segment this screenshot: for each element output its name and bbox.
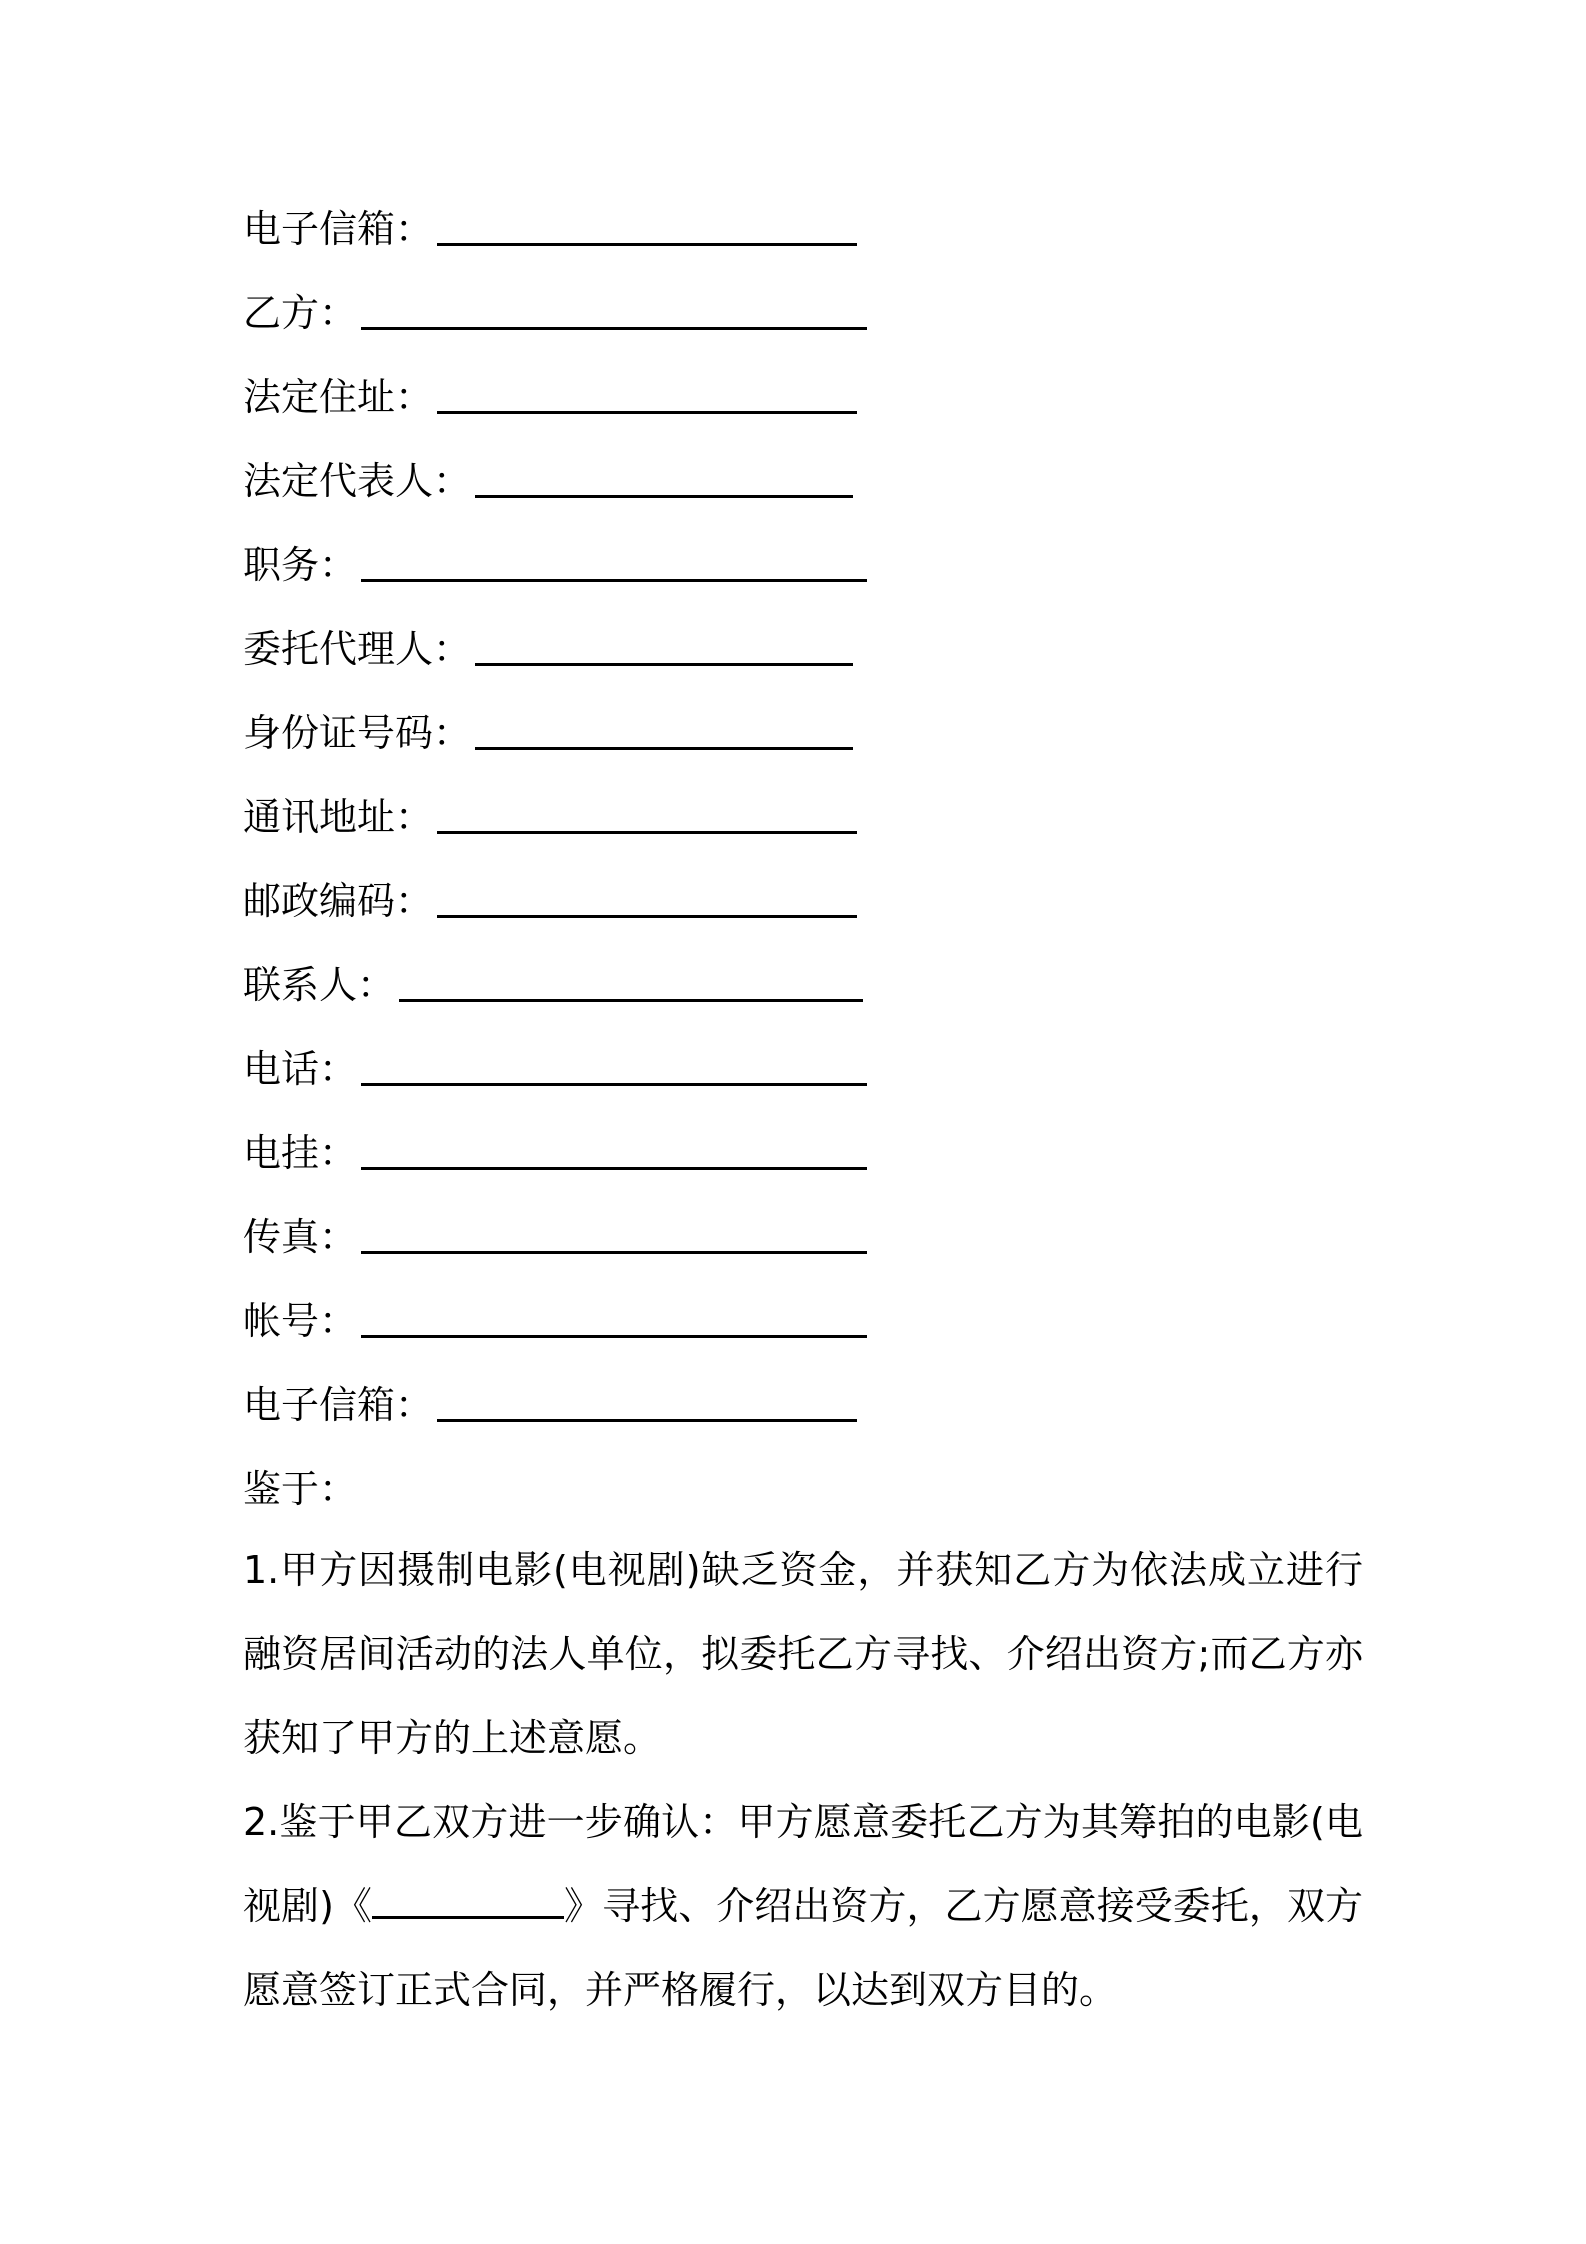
- fill-in-blank: [437, 380, 857, 414]
- account-number-field: [243, 1296, 867, 1346]
- field-label: 电挂：: [243, 1131, 358, 1175]
- recital-item-2-text-end: 》寻找、介绍出资方，乙方愿意接受委托，双方愿意签订正式合同，并严格履行，以达到双方目的。: [243, 1884, 1363, 2012]
- fill-in-blank: [399, 968, 863, 1002]
- field-label: 职务：: [243, 543, 358, 587]
- telegraph-field: [243, 1128, 867, 1178]
- recital-heading: 鉴于：: [243, 1467, 358, 1511]
- fax-field: [243, 1212, 867, 1262]
- fill-in-blank: [437, 1388, 857, 1422]
- postal-code-field: [243, 876, 857, 926]
- fill-in-blank: [475, 632, 853, 666]
- party-b-field: [243, 288, 867, 338]
- phone-field: [243, 1044, 867, 1094]
- contact-person-field: [243, 960, 863, 1010]
- fill-in-blank: [361, 296, 867, 330]
- legal-representative-field: [243, 456, 853, 506]
- field-label: 身份证号码：: [243, 711, 472, 755]
- position-field: [243, 540, 867, 590]
- field-label: 乙方：: [243, 291, 358, 335]
- fill-in-blank: [437, 212, 857, 246]
- fill-in-blank: [475, 716, 853, 750]
- legal-address-field: [243, 372, 857, 422]
- fill-in-blank: [361, 548, 867, 582]
- fill-in-blank: [361, 1052, 867, 1086]
- recital-item-1: [243, 1528, 1363, 1780]
- field-label: 电子信箱：: [243, 1383, 434, 1427]
- fill-in-blank: [361, 1220, 867, 1254]
- fill-in-blank: [361, 1304, 867, 1338]
- title-blank: [372, 1885, 564, 1919]
- id-number-field: [243, 708, 853, 758]
- field-label: 联系人：: [243, 963, 396, 1007]
- email-field: [243, 204, 857, 254]
- fill-in-blank: [475, 464, 853, 498]
- field-label: 法定代表人：: [243, 459, 472, 503]
- field-label: 邮政编码：: [243, 879, 434, 923]
- authorized-agent-field: [243, 624, 853, 674]
- field-label: 传真：: [243, 1215, 358, 1259]
- field-label: 帐号：: [243, 1299, 358, 1343]
- field-label: 电话：: [243, 1047, 358, 1091]
- field-label: 通讯地址：: [243, 795, 434, 839]
- fill-in-blank: [437, 800, 857, 834]
- field-label: 法定住址：: [243, 375, 434, 419]
- recital-item-2: [243, 1780, 1363, 2032]
- recital-item-2-text-start: 2.鉴于甲乙双方进一步确认：甲方愿意委托乙方为其筹拍的电影(电视剧)《: [243, 1800, 1363, 1928]
- field-label: 电子信箱：: [243, 207, 434, 251]
- field-label: 委托代理人：: [243, 627, 472, 671]
- mailing-address-field: [243, 792, 857, 842]
- recital-item-1-text: 1.甲方因摄制电影(电视剧)缺乏资金，并获知乙方为依法成立进行融资居间活动的法人单位，拟委托乙方寻找、介绍出资方;而乙方亦获知了甲方的上述意愿。: [243, 1548, 1363, 1760]
- fill-in-blank: [437, 884, 857, 918]
- fill-in-blank: [361, 1136, 867, 1170]
- email-field-2: [243, 1380, 857, 1430]
